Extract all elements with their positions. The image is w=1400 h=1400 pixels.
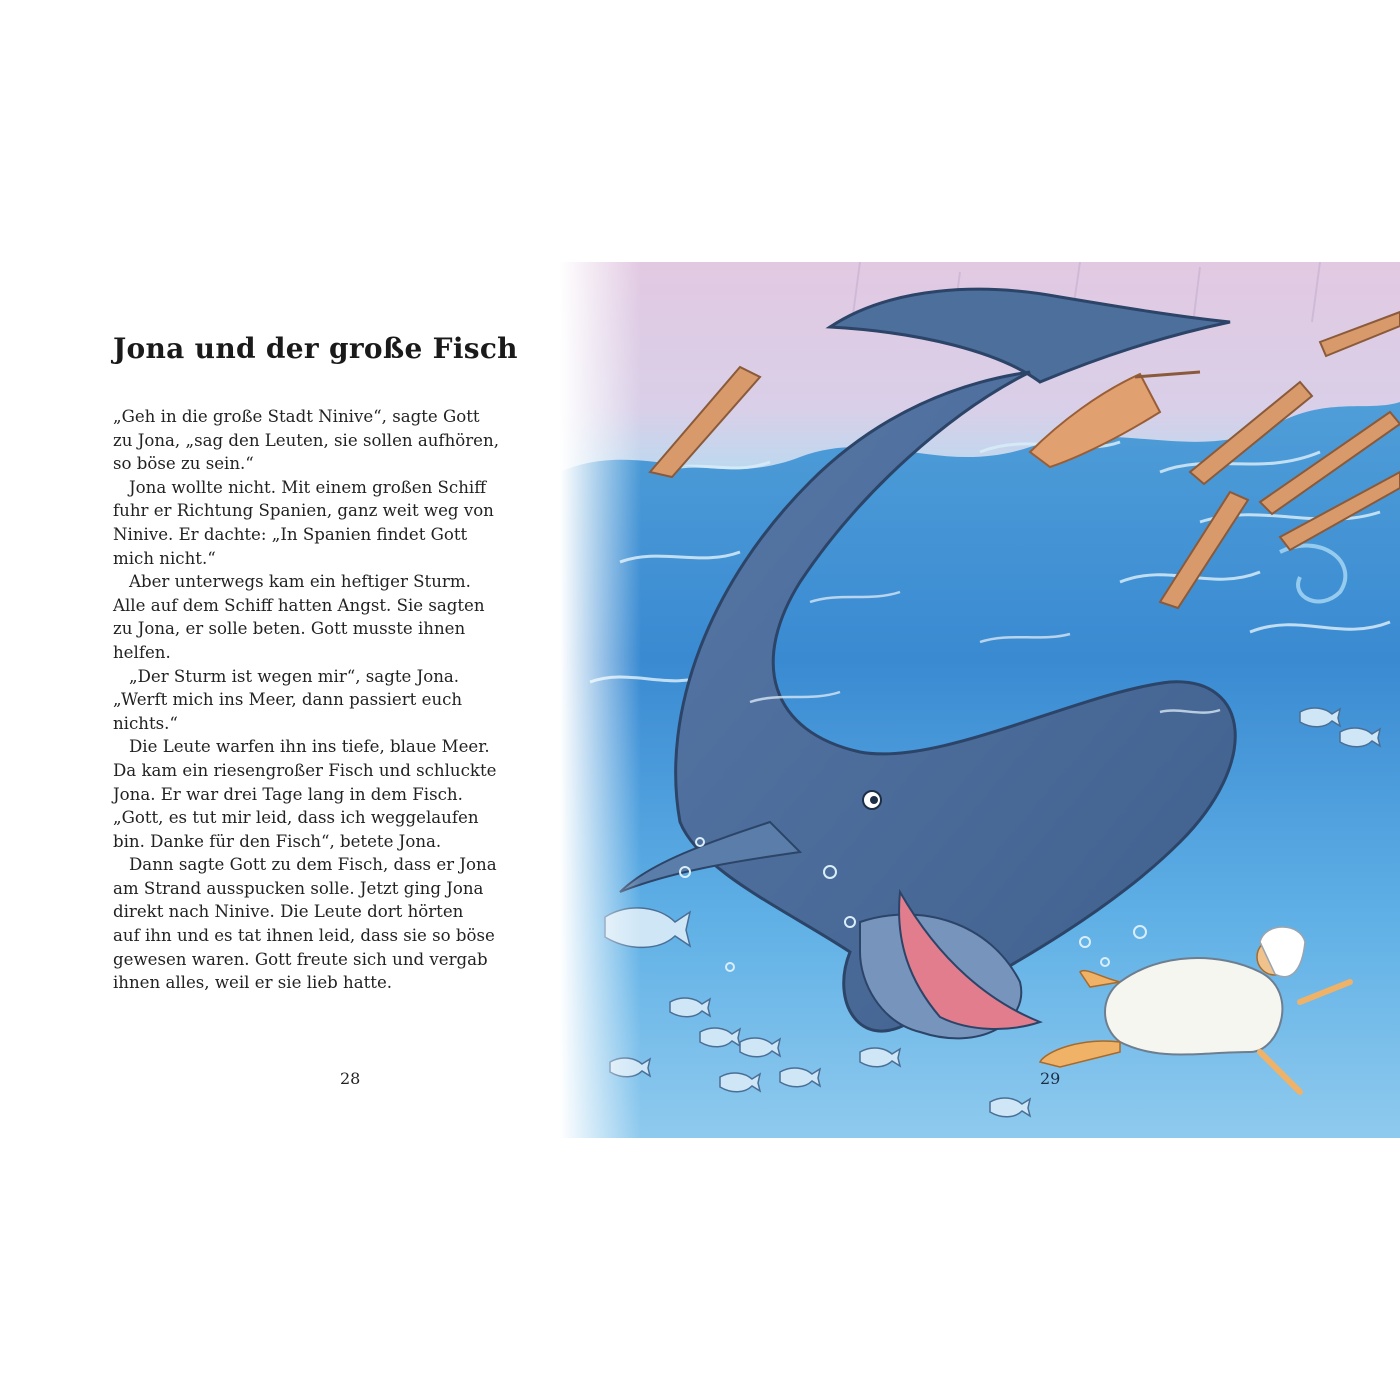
illustration [560,262,1400,1138]
story-line: „Gott, es tut mir leid, dass ich weggelaufen [113,808,479,828]
story-line: fuhr er Richtung Spanien, ganz weit weg von [113,501,494,521]
story-line: am Strand ausspucken solle. Jetzt ging Jona [113,878,484,898]
story-line: ihnen alles, weil er sie lieb hatte. [113,973,393,993]
story-line: direkt nach Ninive. Die Leute dort hörten [113,902,464,922]
story-line: Die Leute warfen ihn ins tiefe, blaue Meer. [129,737,490,757]
story-line: gewesen waren. Gott freute sich und vergab [113,949,488,969]
story-line: zu Jona, er solle beten. Gott musste ihnen [113,619,466,639]
story-line: „Geh in die große Stadt Ninive“, sagte Gott [113,407,480,426]
story-line: Da kam ein riesengroßer Fisch und schluckte [113,760,497,780]
story-line: nichts.“ [113,713,178,733]
page-number-right: 29 [1040,1069,1061,1088]
story-line: Alle auf dem Schiff hatten Angst. Sie sagten [113,595,485,615]
page-number-left: 28 [340,1069,361,1088]
story-title: Jona und der große Fisch [113,332,518,365]
story-line: Dann sagte Gott zu dem Fisch, dass er Jona [129,855,497,875]
story-text [113,405,533,995]
story-line: zu Jona, „sag den Leuten, sie sollen aufhören, [113,430,499,450]
story-line: „Werft mich ins Meer, dann passiert euch [113,690,463,710]
story-line: helfen. [113,642,171,662]
story-line: bin. Danke für den Fisch“, betete Jona. [113,831,442,851]
story-line: Jona wollte nicht. Mit einem großen Schiff [129,477,487,497]
story-line: Aber unterwegs kam ein heftiger Sturm. [129,572,471,592]
story-line: mich nicht.“ [113,548,216,568]
story-line: Ninive. Er dachte: „In Spanien findet Gott [113,524,468,544]
story-line: so böse zu sein.“ [113,454,254,474]
left-page [0,262,600,1138]
story-line: „Der Sturm ist wegen mir“, sagte Jona. [129,666,460,686]
story-line: auf ihn und es tat ihnen leid, dass sie so böse [113,926,495,946]
story-line: Jona. Er war drei Tage lang in dem Fisch. [113,784,463,804]
